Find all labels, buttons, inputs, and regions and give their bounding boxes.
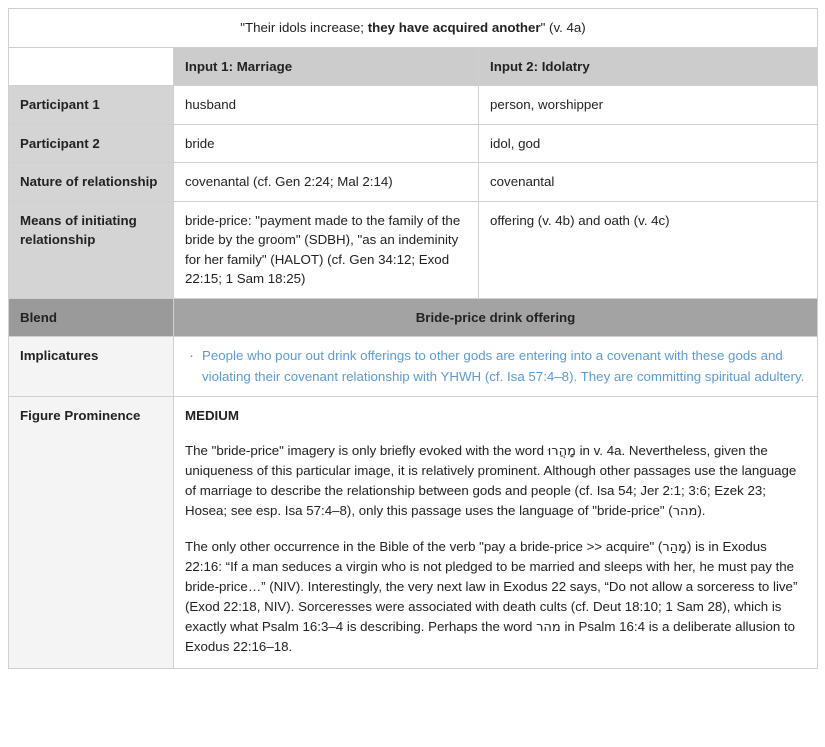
cell-implicatures — [174, 337, 818, 396]
table-row — [9, 163, 818, 202]
fp-p2-a: The only other occurrence in the Bible of the verb "pay a bride-price >> acquire" ( — [185, 538, 663, 554]
table-row — [9, 124, 818, 163]
figure-prominence-paragraph-2 — [185, 537, 806, 658]
table-header-row — [9, 47, 818, 86]
table-row-figure-prominence — [9, 396, 818, 669]
row-label-means-of-initiating: Means of initiating relationship — [9, 201, 174, 298]
row-label-blend: Blend — [9, 298, 174, 337]
hebrew-word-mahar: מָהַר — [662, 539, 687, 555]
table-title-row — [9, 9, 818, 48]
figure-prominence-paragraph-1 — [185, 441, 806, 522]
cell-participant-2-marriage: bride — [174, 124, 479, 163]
table-title-cell — [9, 9, 818, 48]
hebrew-word-mhr-2: מהר — [536, 619, 561, 635]
table-row — [9, 86, 818, 125]
cell-blend-value: Bride-price drink offering — [174, 298, 818, 337]
title-text-pre: "Their idols increase; — [240, 20, 368, 35]
cell-means-idolatry: offering (v. 4b) and oath (v. 4c) — [479, 201, 818, 298]
cell-participant-1-idolatry: person, worshipper — [479, 86, 818, 125]
list-item: · People who pour out drink offerings to other gods are entering into a covenant with these gods and violating their covenant relationship with YHWH (cf. Isa 57:4–8). They are committing spiritual adultery. — [202, 346, 806, 386]
conceptual-blend-table — [8, 8, 818, 669]
cell-participant-2-idolatry: idol, god — [479, 124, 818, 163]
fp-p1-c: ). — [697, 503, 706, 519]
row-label-participant-2: Participant 2 — [9, 124, 174, 163]
cell-means-marriage: bride-price: "payment made to the family of the bride by the groom" (SDBH), "as an indeminity for her family" (HALOT) (cf. Gen 34:12; Exod 22:15; 1 Sam 18:25) — [174, 201, 479, 298]
cell-nature-marriage: covenantal (cf. Gen 2:24; Mal 2:14) — [174, 163, 479, 202]
row-label-participant-1: Participant 1 — [9, 86, 174, 125]
row-label-figure-prominence: Figure Prominence — [9, 396, 174, 669]
header-blank-cell — [9, 47, 174, 86]
header-input1: Input 1: Marriage — [174, 47, 479, 86]
cell-nature-idolatry: covenantal — [479, 163, 818, 202]
hebrew-word-mhr-1: מהר — [672, 504, 698, 520]
implicatures-list — [185, 346, 806, 386]
title-text-post: " (v. 4a) — [540, 20, 586, 35]
hebrew-word-maharu: מָהֲרוּ — [547, 443, 576, 459]
fp-p2-b: ) is in Exodus 22:16: “If a man seduces a virgin who is not pledged to be married and sleeps with her, he must pay the bride-price…” (NIV). Interestingly, the very next law in Exodus 22 says, “Do not allow a sorceress to live” (Exod 22:18, NIV). Sorceresses were associated with death cults (cf. Deut 18:10; 1 Sam 28), which is exactly what Psalm 16:3–4 is describing. Perhaps the word — [185, 538, 798, 634]
fp-p2-c: in Psalm 16:4 is a deliberate allusion to Exodus 22:16–18. — [185, 618, 796, 655]
cell-participant-1-marriage: husband — [174, 86, 479, 125]
fp-p1-a: The "bride-price" imagery is only briefly evoked with the word — [185, 442, 548, 458]
header-input2: Input 2: Idolatry — [479, 47, 818, 86]
figure-prominence-heading: MEDIUM — [185, 407, 239, 423]
cell-figure-prominence — [174, 396, 818, 669]
table-row-blend — [9, 298, 818, 337]
fp-p1-b: in v. 4a. Nevertheless, given the uniqueness of this particular image, it is relatively prominent. Although other passages use the language of marriage to describe the relationship between gods and people (cf. Isa 54; Jer 2:1; 3:6; Ezek 23; Hosea; see esp. Isa 57:4–8), only this passage uses the language of "bride-price" ( — [185, 442, 797, 519]
table-row — [9, 201, 818, 298]
row-label-implicatures: Implicatures — [9, 337, 174, 396]
title-text-bold: they have acquired another — [367, 20, 541, 35]
row-label-nature-of-relationship: Nature of relationship — [9, 163, 174, 202]
table-row-implicatures — [9, 337, 818, 396]
